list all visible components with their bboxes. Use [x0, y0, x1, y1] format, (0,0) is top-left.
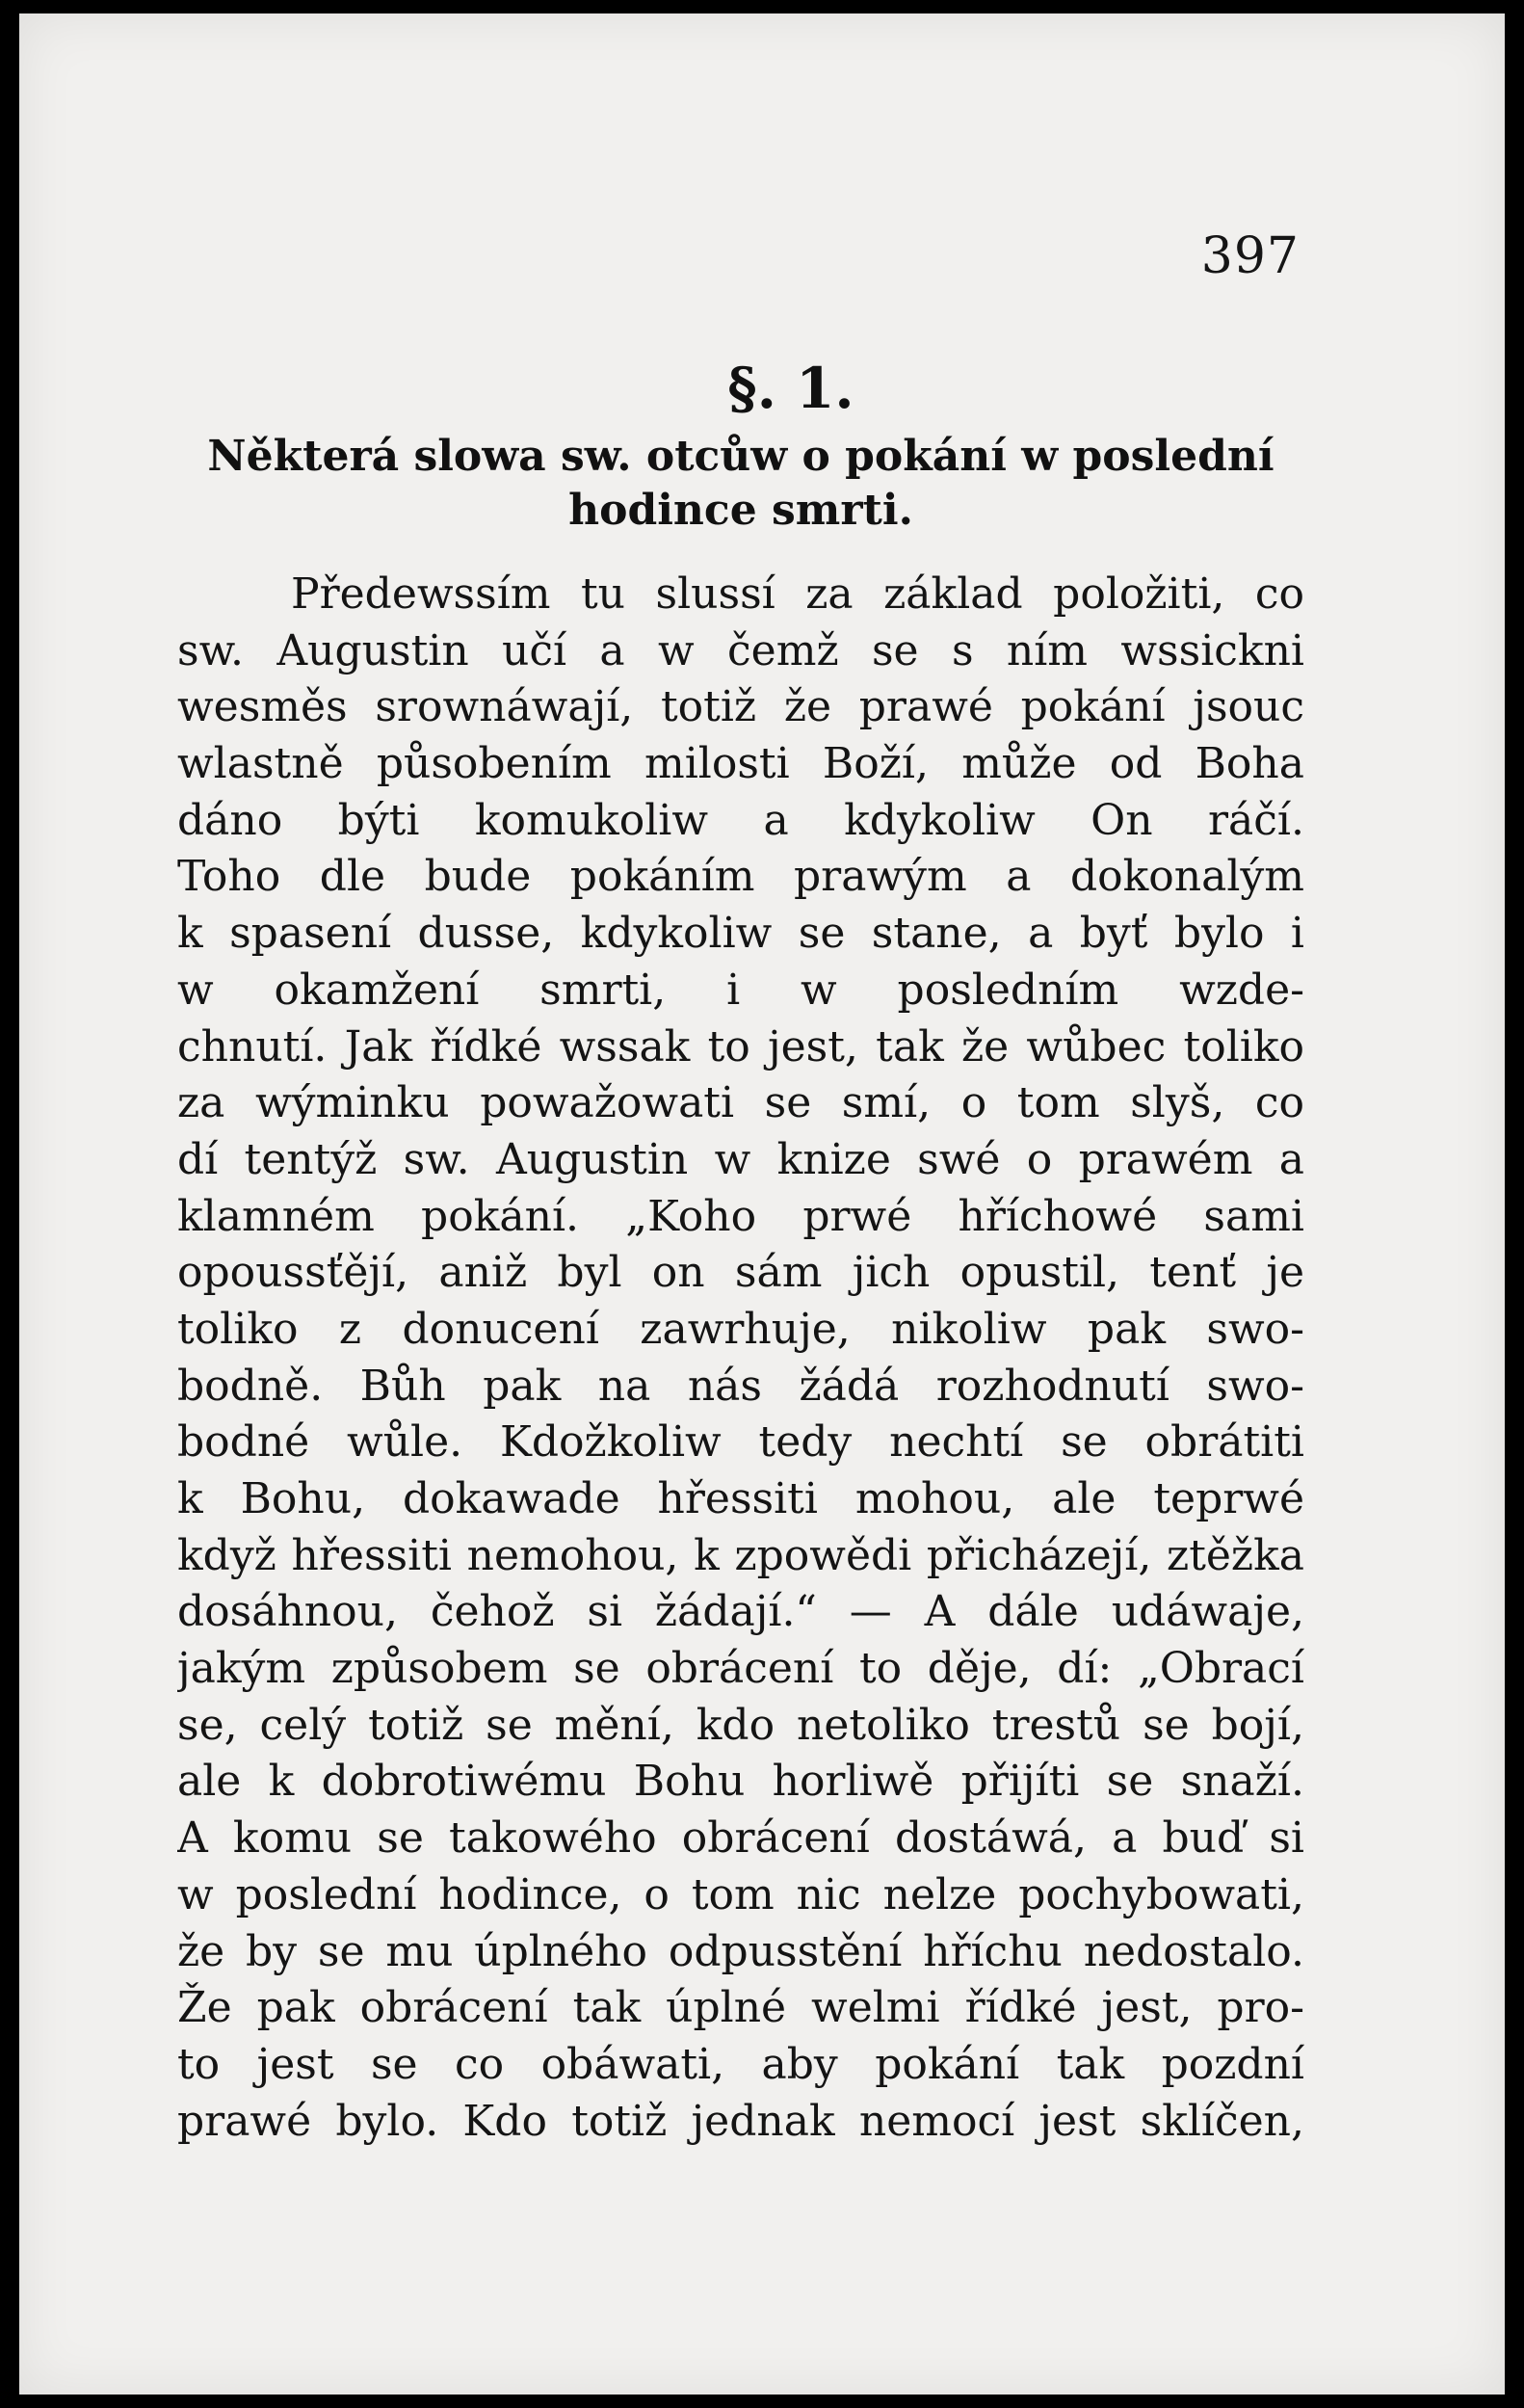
text-line: chnutí. Jak řídké wssak to jest, tak že wůbec toliko: [177, 1021, 1304, 1072]
text-line: sw. Augustin učí a w čemž se s ním wssickni: [177, 625, 1304, 675]
text-line: w okamžení smrti, i w posledním wzde-: [177, 965, 1304, 1015]
text-line: jakým způsobem se obrácení to děje, dí: „Obrací: [177, 1644, 1304, 1694]
text-line: se, celý totiž se mění, kdo netoliko trestů se bojí,: [177, 1700, 1304, 1750]
text-line: wesměs srownáwají, totiž že prawé pokání jsouc: [177, 682, 1304, 732]
text-line: prawé bylo. Kdo totiž jednak nemocí jest sklíčen,: [177, 2096, 1304, 2146]
text-line: bodně. Bůh pak na nás žádá rozhodnutí swo-: [177, 1361, 1304, 1411]
text-line: k Bohu, dokawade hřessiti mohou, ale teprwé: [177, 1474, 1304, 1523]
text-line: že by se mu úplného odpusstění hříchu nedostalo.: [177, 1926, 1304, 1976]
text-line: Předewssím tu slussí za základ položiti, co: [291, 569, 1304, 619]
text-line: ale k dobrotiwému Bohu horliwě přijíti se snaží.: [177, 1757, 1304, 1807]
text-line: dosáhnou, čehož si žádají.“ — A dále udáwaje,: [177, 1587, 1304, 1637]
text-line: to jest se co obáwati, aby pokání tak pozdní: [177, 2039, 1304, 2089]
text-line: dí tentýž sw. Augustin w knize swé o prawém a: [177, 1134, 1304, 1184]
text-line: Toho dle bude pokáním prawým a dokonalým: [177, 852, 1304, 902]
text-line: A komu se takowého obrácení dostáwá, a buď si: [177, 1813, 1304, 1864]
text-line: toliko z donucení zawrhuje, nikoliw pak swo-: [177, 1304, 1304, 1354]
section-number: §. 1.: [727, 356, 854, 421]
body-text: [177, 567, 1304, 2150]
text-line: dáno býti komukoliw a kdykoliw On ráčí.: [177, 795, 1304, 845]
text-line: klamném pokání. „Koho prwé hříchowé sami: [177, 1191, 1304, 1241]
text-line: za wýminku powažowati se smí, o tom slyš, co: [177, 1078, 1304, 1128]
book-page: [19, 13, 1505, 2395]
text-line: w poslední hodince, o tom nic nelze pochybowati,: [177, 1869, 1304, 1919]
text-line: wlastně působením milosti Boží, může od Boha: [177, 739, 1304, 789]
page-number: 397: [1200, 227, 1300, 285]
text-line: opoussťějí, aniž byl on sám jich opustil, tenť je: [177, 1248, 1304, 1298]
text-line: Že pak obrácení tak úplné welmi řídké jest, pro-: [177, 1983, 1304, 2033]
text-line: když hřessiti nemohou, k zpowědi přicházejí, ztěžka: [177, 1530, 1304, 1580]
text-line: k spasení dusse, kdykoliw se stane, a byť bylo i: [177, 909, 1304, 959]
text-line: bodné wůle. Kdožkoliw tedy nechtí se obrátiti: [177, 1417, 1304, 1468]
section-heading: Některá slowa sw. otcůw o pokání w poslední hodince smrti.: [207, 432, 1274, 535]
